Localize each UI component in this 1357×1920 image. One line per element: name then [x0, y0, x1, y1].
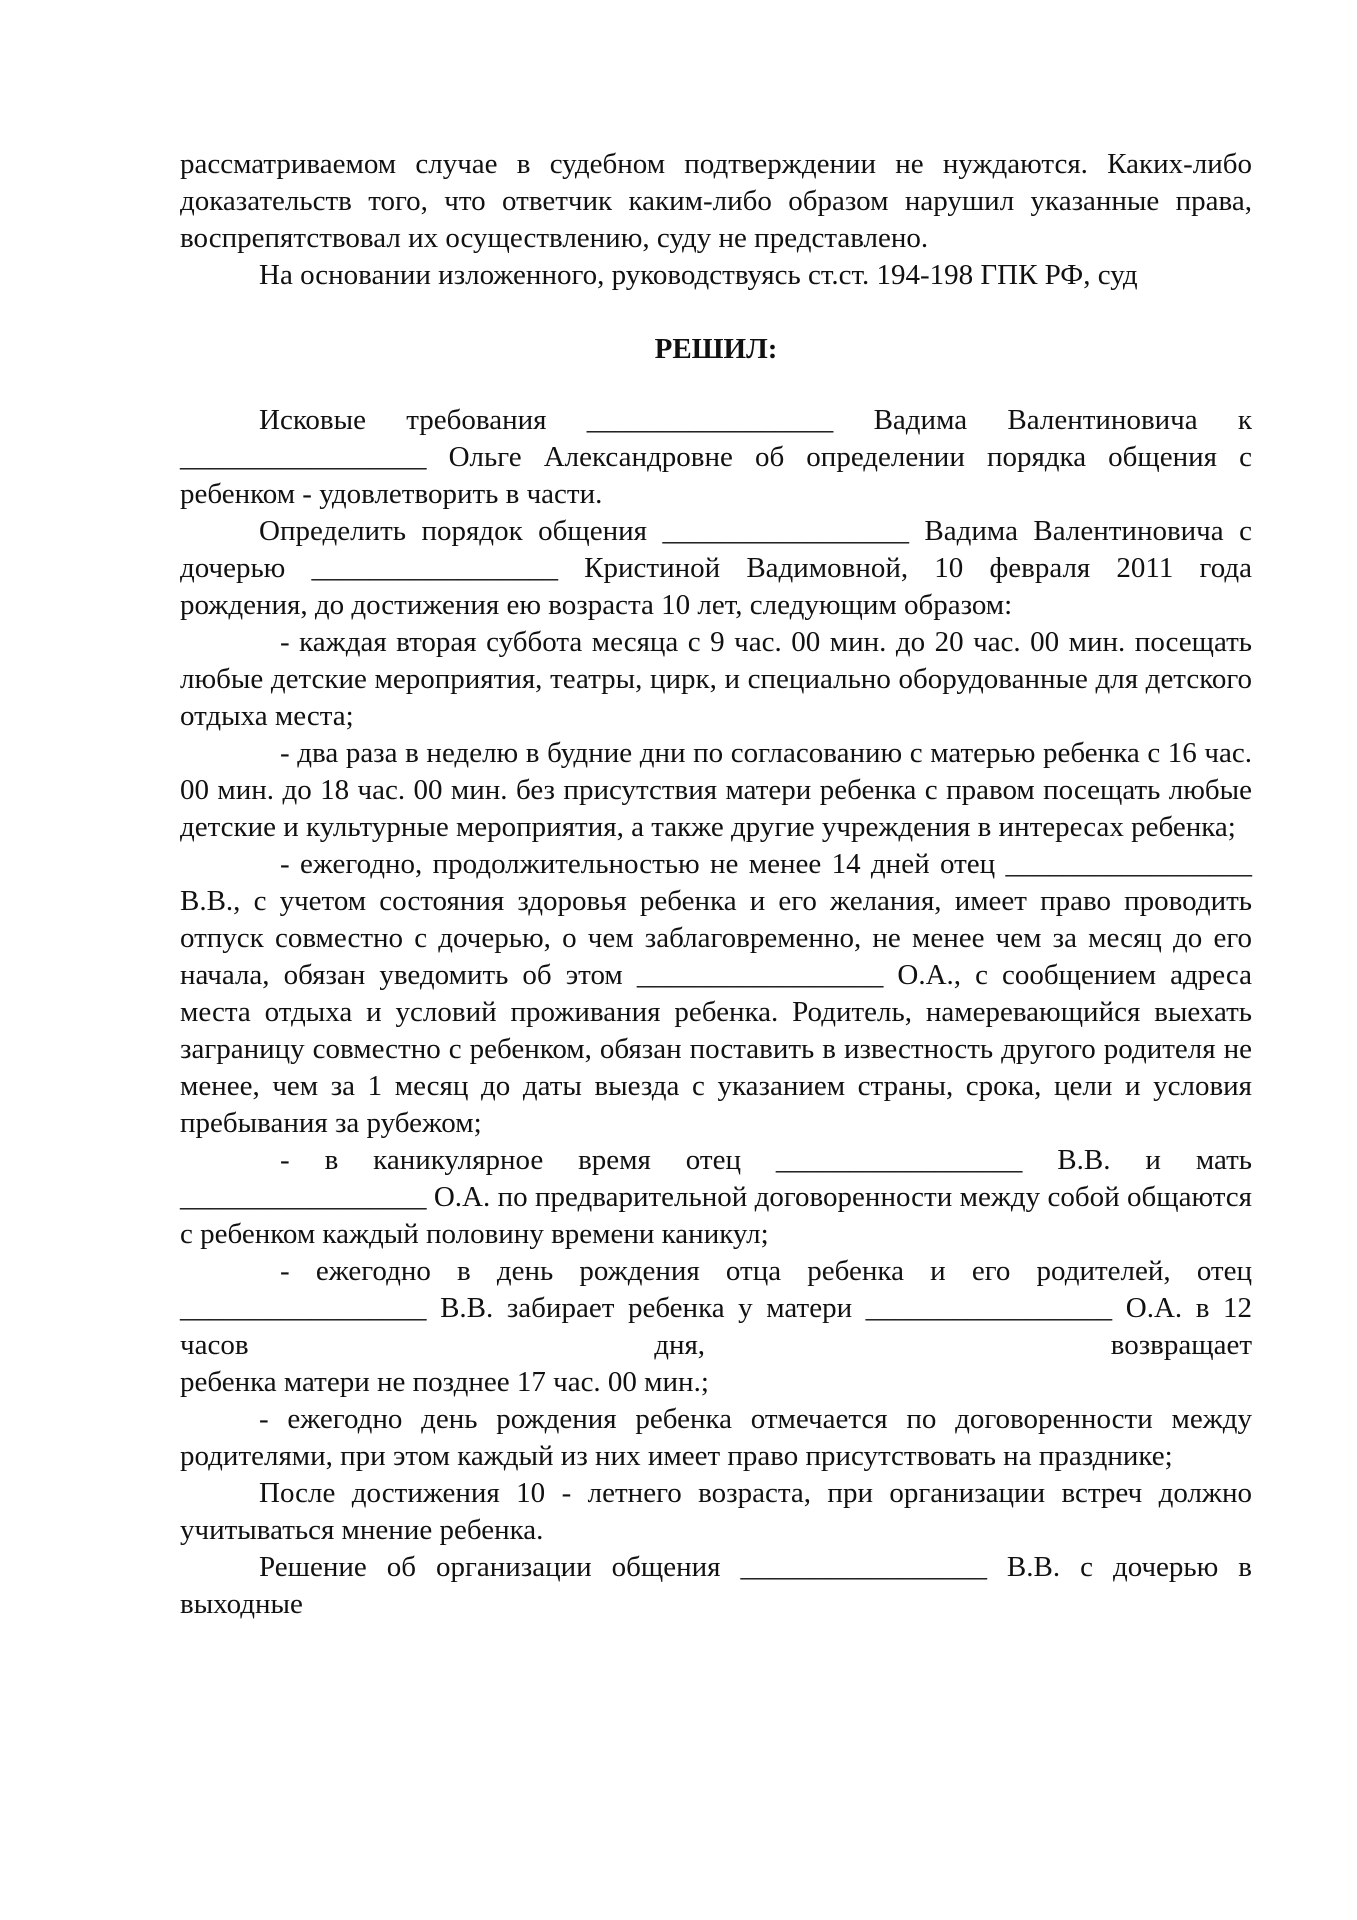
paragraph-intro: рассматриваемом случае в судебном подтверждении не нуждаются. Каких-либо доказательств того, что ответчик каким-либо образом нарушил указанные права, воспрепятствовал их осуществлению, суду не представлено.	[180, 148, 1252, 254]
paragraph-weekend-decision: Решение об организации общения _________________ В.В. с дочерью в выходные	[180, 1551, 1252, 1620]
paragraph-claims: Исковые требования _________________ Вадима Валентиновича к _________________ Ольге Александровне об определении порядка общения с ребенком - удовлетворить в части.	[180, 404, 1252, 510]
list-item-father-birthday-end: ребенка матери не позднее 17 час. 00 мин.;	[180, 1366, 709, 1398]
list-item-saturday: - каждая вторая суббота месяца с 9 час. 00 мин. до 20 час. 00 мин. посещать любые детские мероприятия, театры, цирк, и специально оборудованные для детского отдыха места;	[180, 626, 1252, 732]
list-item-child-birthday: - ежегодно день рождения ребенка отмечается по договоренности между родителями, при этом каждый из них имеет право присутствовать на празднике;	[180, 1403, 1252, 1472]
list-item-father-birthday: - ежегодно в день рождения отца ребенка и его родителей, отец _________________ В.В. забирает ребенка у матери _________________ О.А. в 12 часов дня, возвращает	[180, 1255, 1252, 1361]
document-body	[180, 146, 1252, 1623]
list-item-weekdays: - два раза в неделю в будние дни по согласованию с матерью ребенка с 16 час. 00 мин. до 18 час. 00 мин. без присутствия матери ребенка с правом посещать любые детские и культурные мероприятия, а также другие учреждения в интересах ребенка;	[180, 737, 1252, 843]
paragraph-after-ten: После достижения 10 - летнего возраста, при организации встреч должно учитываться мнение ребенка.	[180, 1477, 1252, 1546]
list-item-vacation: - ежегодно, продолжительностью не менее 14 дней отец _________________ В.В., с учетом состояния здоровья ребенка и его желания, имеет право проводить отпуск совместно с дочерью, о чем заблаговременно, не менее чем за месяц до его начала, обязан уведомить об этом _________________ О.А., с сообщением адреса места отдыха и условий проживания ребенка. Родитель, намеревающийся выехать заграницу совместно с ребенком, обязан поставить в известность другого родителя не менее, чем за 1 месяц до даты выезда с указанием страны, срока, цели и условия пребывания за рубежом;	[180, 848, 1252, 1139]
paragraph-order: Определить порядок общения _________________ Вадима Валентиновича с дочерью _________________ Кристиной Вадимовной, 10 февраля 2011 года рождения, до достижения ею возраста 10 лет, следующим образом:	[180, 515, 1252, 621]
decision-heading: РЕШИЛ:	[654, 333, 778, 365]
list-item-holidays: - в каникулярное время отец _________________ В.В. и мать _________________ О.А. по предварительной договоренности между собой общаются с ребенком каждый половину времени каникул;	[180, 1144, 1252, 1250]
paragraph-basis: На основании изложенного, руководствуясь ст.ст. 194-198 ГПК РФ, суд	[259, 259, 1138, 291]
